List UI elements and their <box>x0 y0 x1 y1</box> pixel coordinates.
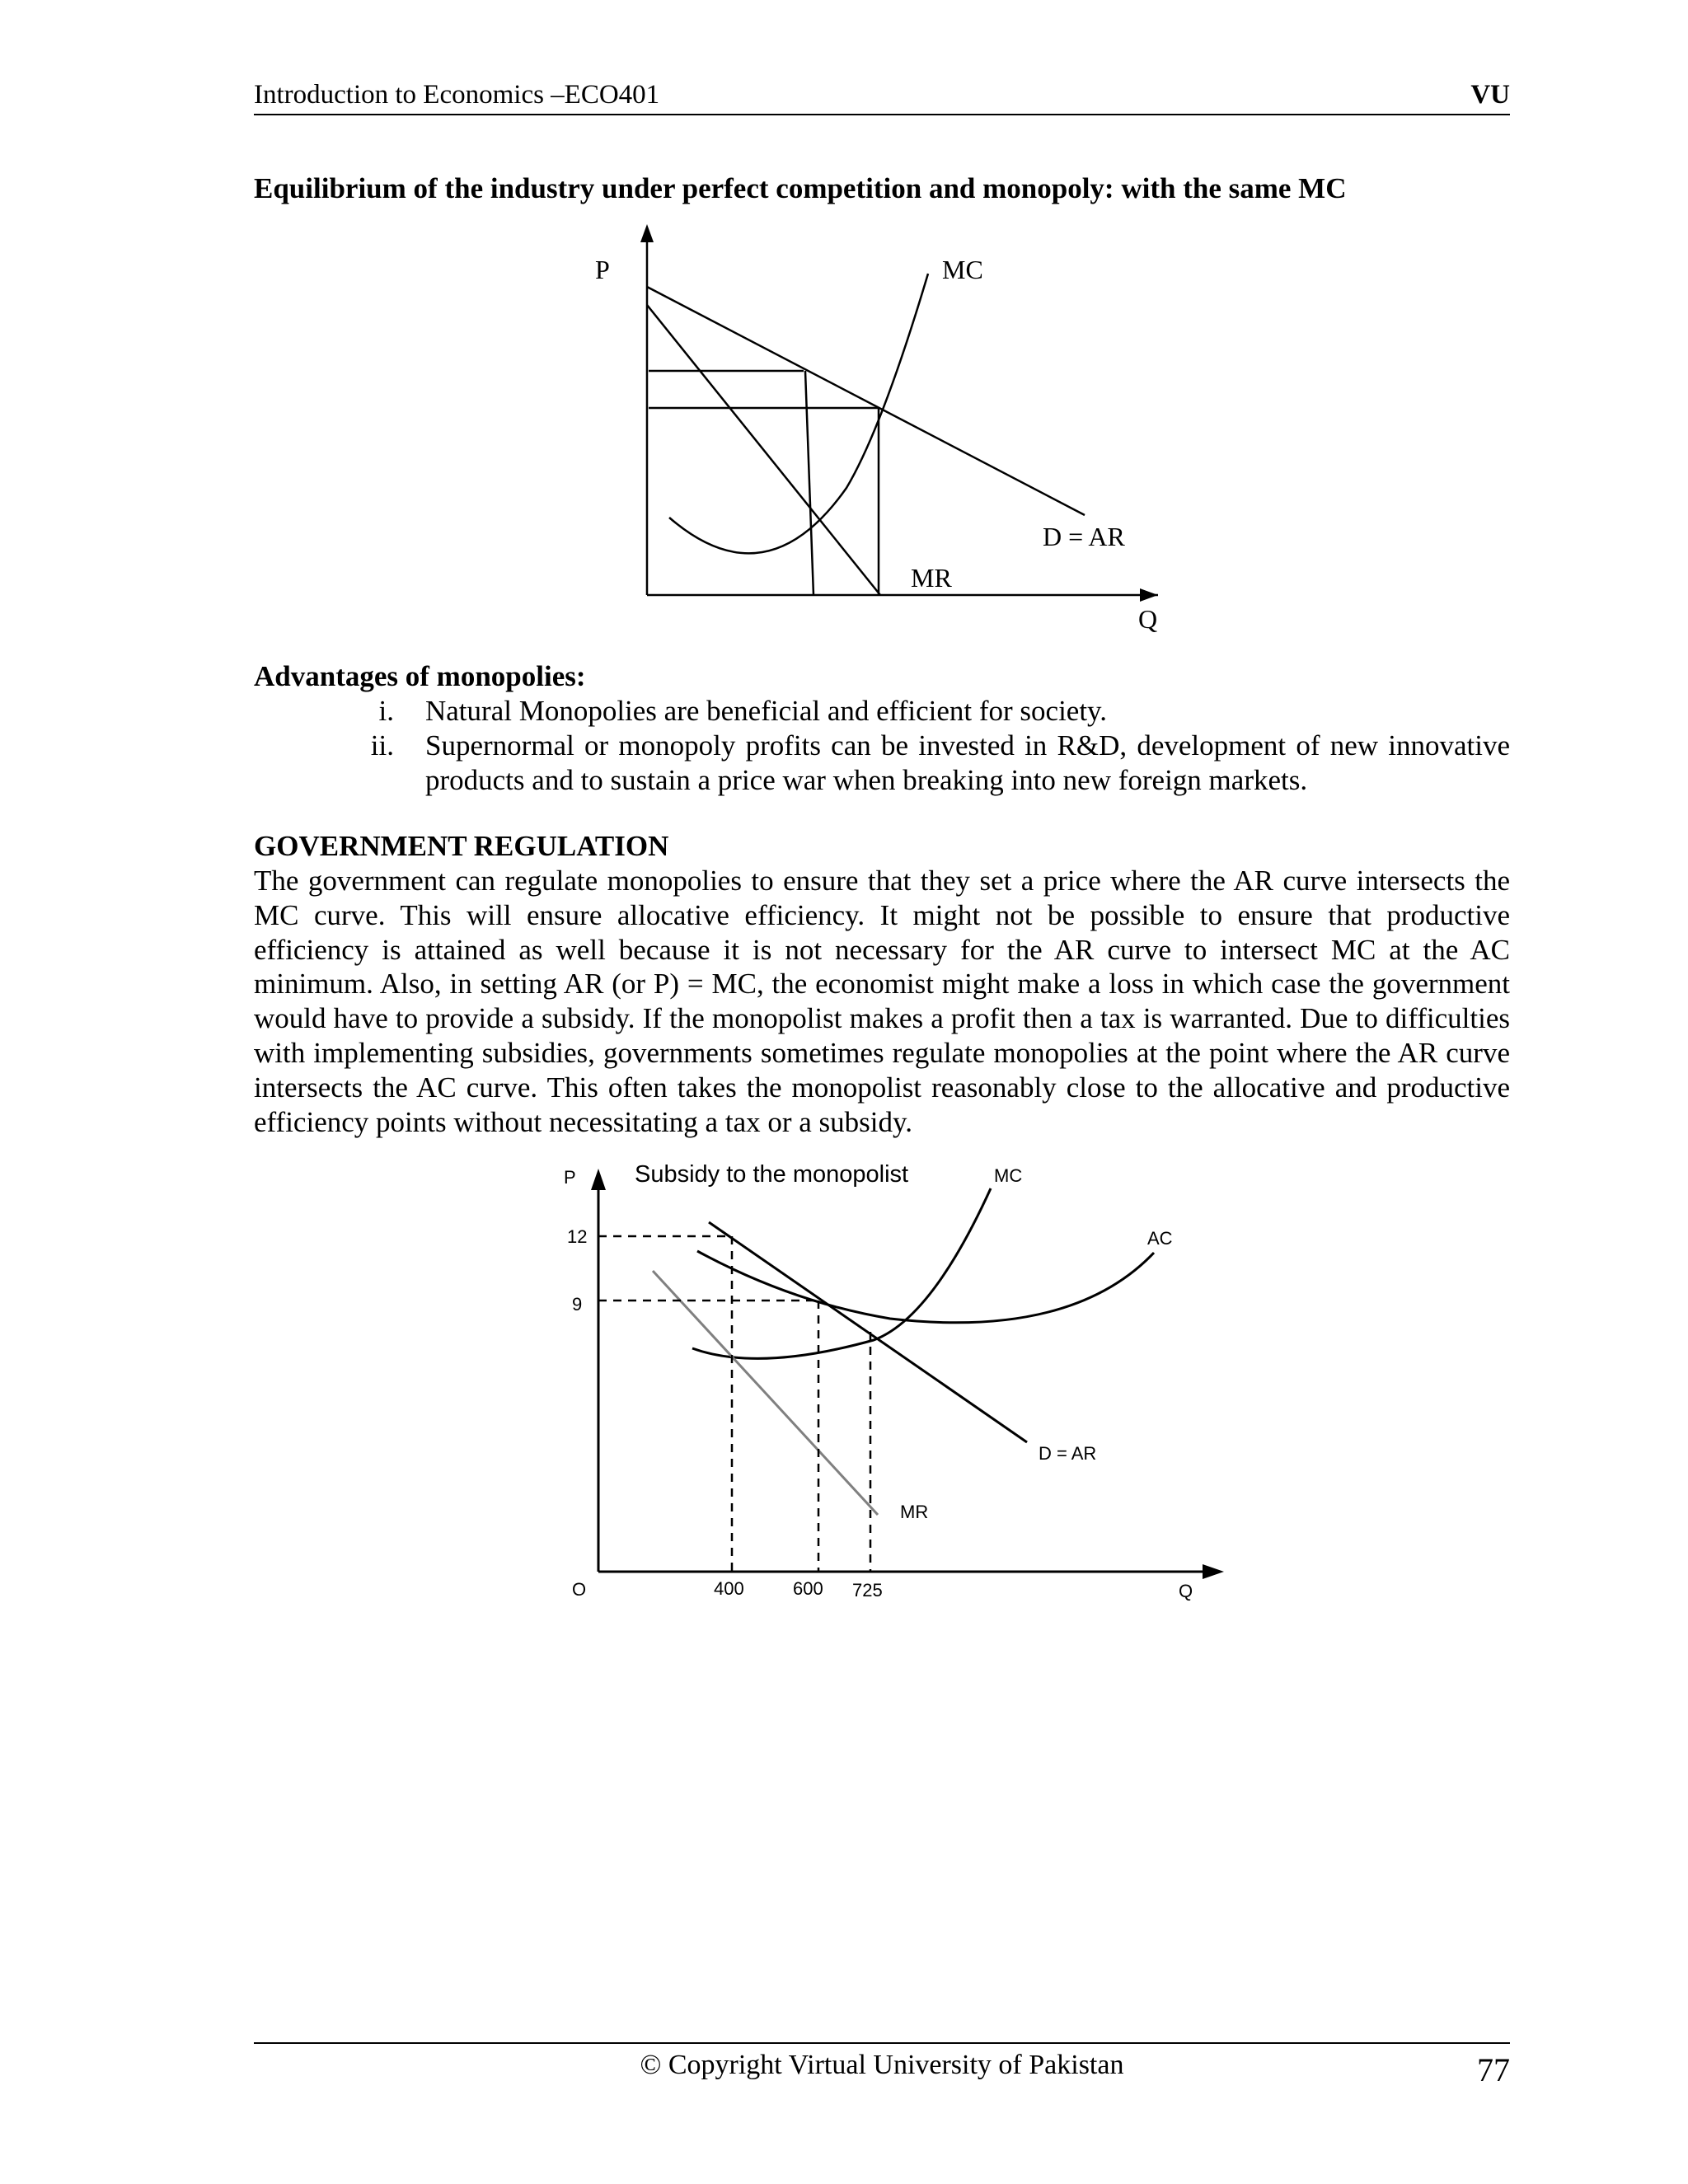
monopoly-quantity-line <box>805 371 814 595</box>
chart-title: Subsidy to the monopolist <box>635 1161 909 1188</box>
list-item <box>254 729 1510 798</box>
mr-label: MR <box>900 1502 929 1522</box>
government-regulation-paragraph: The government can regulate monopolies to ensure that they set a price where the AR curve intersects the MC curve. This will ensure allocative efficiency. It might not be possible to ensure that productive efficiency is attained as well because it is not necessary for the AR curve to intersect MC at the AC minimum. Also, in setting AR (or P) = MC, the economist might make a loss in which case the government would have to provide a subsidy. If the monopolist makes a profit then a tax is warranted. Due to difficulties with implementing subsidies, governments sometimes regulate monopolies at the point where the AR curve intersects the AC curve. This often takes the monopolist reasonably close to the allocative and productive efficiency points without necessitating a tax or a subsidy. <box>254 865 1510 1138</box>
footer-divider <box>254 2042 1510 2044</box>
page-header <box>254 76 1510 115</box>
list-item <box>254 694 1510 729</box>
x-tick-label: 725 <box>852 1580 883 1601</box>
list-item-text: Natural Monopolies are beneficial and efficient for society. <box>425 695 1108 727</box>
demand-label: D = AR <box>1039 1443 1097 1464</box>
x-tick-label: 600 <box>793 1578 823 1599</box>
figure1-diagram <box>577 214 1203 643</box>
course-title: Introduction to Economics –ECO401 <box>254 80 660 110</box>
figure1-title: Equilibrium of the industry under perfect competition and monopoly: with the same MC <box>254 172 1347 204</box>
x-tick-label: 400 <box>714 1578 744 1599</box>
government-regulation-heading: GOVERNMENT REGULATION <box>254 830 669 862</box>
p-axis-label: P <box>595 255 610 284</box>
list-item-number: ii. <box>370 729 394 762</box>
q-axis-label: Q <box>1179 1581 1193 1601</box>
advantages-list <box>254 694 1510 798</box>
mc-label: MC <box>942 255 983 284</box>
origin-label: O <box>572 1579 587 1600</box>
demand-line <box>647 287 1085 515</box>
demand-label: D = AR <box>1043 522 1125 551</box>
advantages-heading: Advantages of monopolies: <box>254 660 586 692</box>
mc-label: MC <box>994 1165 1023 1186</box>
figure2-diagram <box>544 1146 1236 1607</box>
p-axis-arrow <box>591 1169 606 1190</box>
y-tick-label: 9 <box>572 1294 583 1315</box>
q-axis-arrow <box>1203 1564 1224 1579</box>
mc-curve <box>692 1188 991 1358</box>
ac-label: AC <box>1147 1228 1173 1249</box>
demand-line <box>709 1222 1027 1442</box>
mr-label: MR <box>911 563 952 593</box>
list-item-number: i. <box>378 695 394 727</box>
p-axis-label: P <box>564 1167 576 1188</box>
list-item-text: Supernormal or monopoly profits can be invested in R&D, development of new innovative products and to sustain a price war when breaking into new foreign markets. <box>425 729 1510 796</box>
page-number: 77 <box>1477 2051 1510 2088</box>
institution-name: VU <box>1470 80 1510 110</box>
copyright-text: © Copyright Virtual University of Pakistan <box>640 2050 1124 2080</box>
q-axis-label: Q <box>1138 604 1158 634</box>
q-axis-arrow <box>1140 588 1158 602</box>
y-tick-label: 12 <box>567 1226 588 1247</box>
mr-line <box>653 1271 878 1515</box>
p-axis-arrow <box>640 224 654 242</box>
